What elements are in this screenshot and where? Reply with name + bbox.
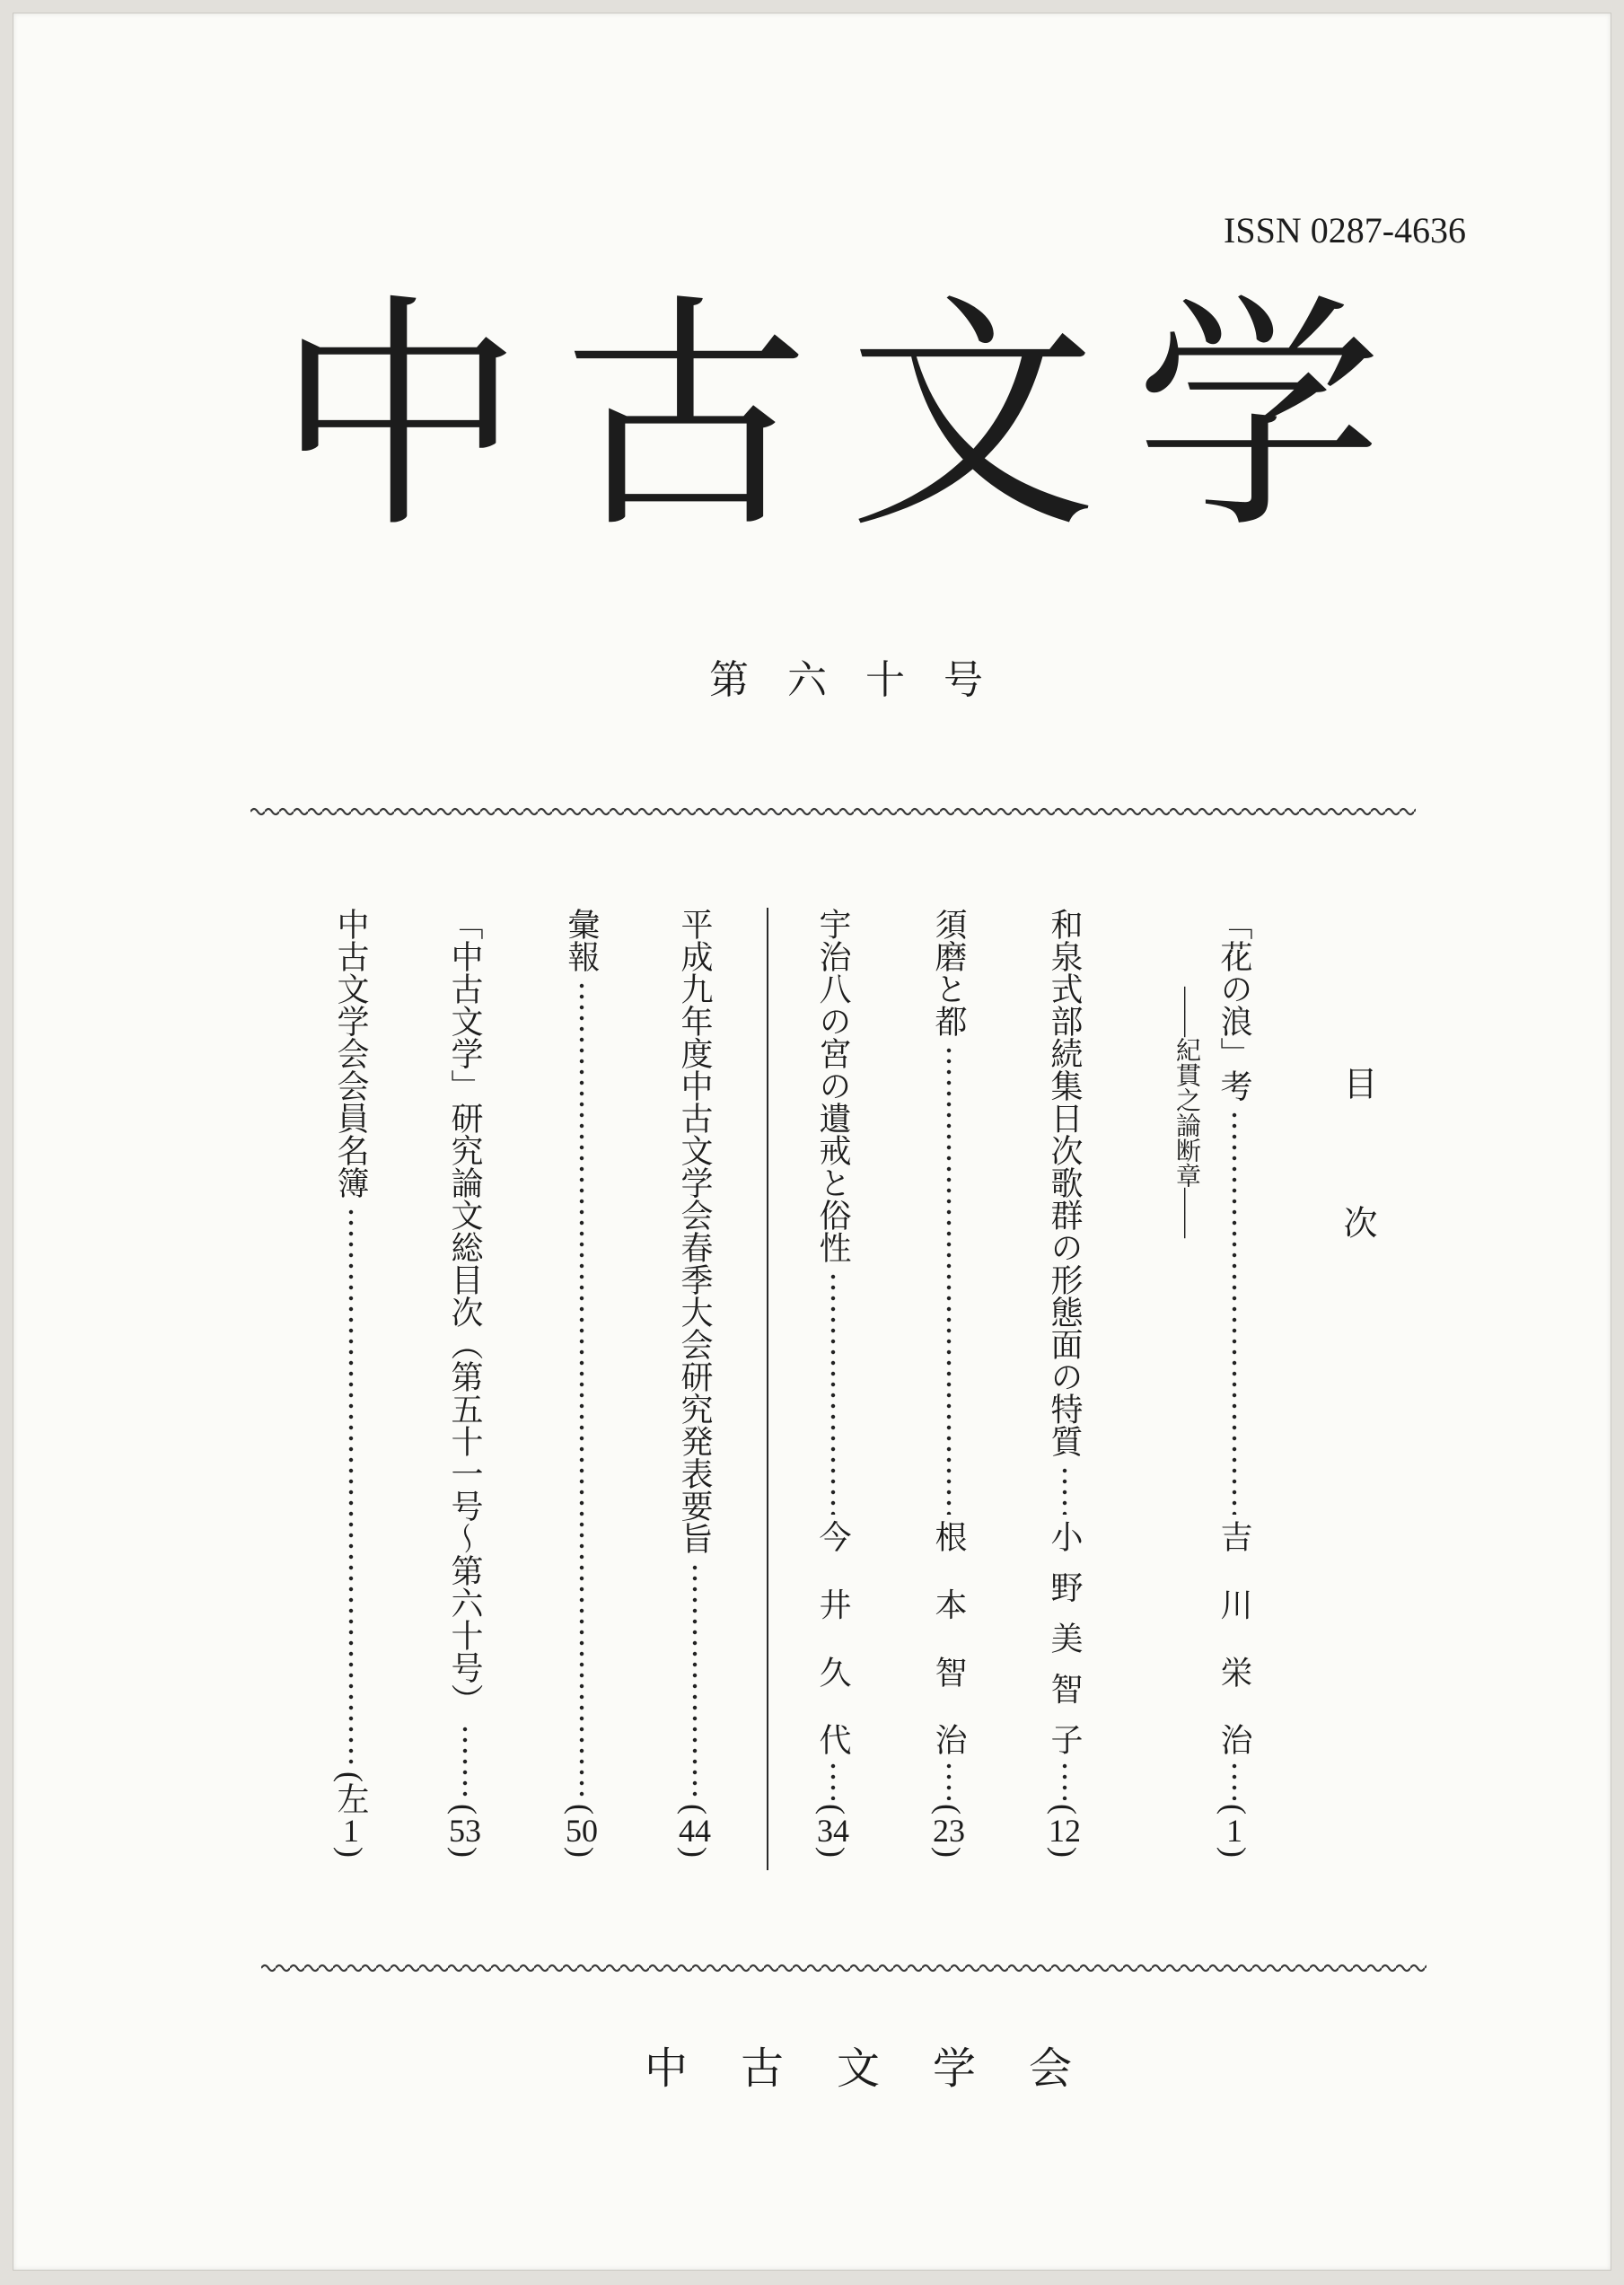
toc-entry-page bbox=[331, 1771, 371, 1858]
page-number: 23 bbox=[933, 1815, 965, 1847]
wavy-divider-top bbox=[250, 804, 1416, 820]
publisher-name: 中古文学会 bbox=[645, 2045, 1126, 2093]
toc-entry-page bbox=[445, 1804, 485, 1858]
toc-entry-title: 須磨と都 bbox=[931, 908, 967, 1037]
page-bracket-close: ) bbox=[931, 1847, 967, 1858]
page-bracket-open: ( bbox=[564, 1804, 600, 1815]
page-number: 53 bbox=[449, 1815, 481, 1847]
toc-column-divider bbox=[767, 908, 768, 1870]
page-bracket-open: ( bbox=[815, 1804, 851, 1815]
toc-entry-page bbox=[562, 1804, 601, 1858]
toc-entry bbox=[562, 908, 601, 1858]
dot-leader bbox=[1045, 1465, 1084, 1515]
toc-entry-author: 吉川栄治 bbox=[1216, 1520, 1252, 1755]
dot-leader bbox=[675, 1562, 715, 1798]
toc-entry bbox=[1045, 908, 1084, 1858]
page-bracket-open: ( bbox=[1047, 1804, 1083, 1815]
dot-leader bbox=[331, 1207, 371, 1766]
toc-entry bbox=[675, 908, 715, 1858]
toc-entry-author: 小野美智子 bbox=[1047, 1520, 1083, 1755]
toc-entry-title: 宇治八の宮の遺戒と俗性 bbox=[815, 908, 851, 1263]
dot-leader bbox=[445, 1724, 485, 1798]
page-bracket-close: ) bbox=[1047, 1847, 1083, 1858]
toc-entry-title: 「花の浪」考 bbox=[1216, 908, 1252, 1102]
dot-leader bbox=[1215, 1761, 1254, 1800]
dot-leader bbox=[1215, 1110, 1254, 1515]
toc-entry-title: 和泉式部続集日次歌群の形態面の特質 bbox=[1047, 908, 1083, 1457]
page-number: 44 bbox=[679, 1815, 711, 1847]
toc-entry-page bbox=[929, 1804, 969, 1858]
page-bracket-close: ) bbox=[333, 1847, 369, 1858]
toc-entry-subtitle: ――紀貫之論断章―― bbox=[1172, 987, 1200, 1238]
dot-leader bbox=[929, 1761, 969, 1800]
page-bracket-close: ) bbox=[564, 1847, 600, 1858]
page-bracket-open: ( bbox=[447, 1804, 483, 1815]
toc-entry-page bbox=[813, 1804, 853, 1858]
page-prefix: 左 bbox=[333, 1782, 369, 1815]
page-number: 1 bbox=[1226, 1815, 1242, 1847]
page-bracket-open: ( bbox=[677, 1804, 713, 1815]
dot-leader bbox=[813, 1761, 853, 1800]
toc-entry-page bbox=[1215, 1804, 1254, 1858]
page-bracket-close: ) bbox=[447, 1847, 483, 1858]
toc-entry-page bbox=[1045, 1804, 1084, 1858]
toc-entry-author: 根本智治 bbox=[931, 1520, 967, 1755]
toc-entry bbox=[1215, 908, 1254, 1858]
page-bracket-open: ( bbox=[1216, 1804, 1252, 1815]
dot-leader bbox=[929, 1045, 969, 1515]
dot-leader bbox=[562, 980, 601, 1798]
toc-heading: 目次 bbox=[1338, 1066, 1375, 1344]
dot-leader bbox=[813, 1271, 853, 1515]
issue-number: 第六十号 bbox=[709, 658, 1022, 702]
page-bracket-open: ( bbox=[931, 1804, 967, 1815]
dot-leader bbox=[1045, 1761, 1084, 1800]
toc-entry-author: 今井久代 bbox=[815, 1520, 851, 1755]
toc-entry bbox=[929, 908, 969, 1858]
toc-entry bbox=[813, 908, 853, 1858]
page-number: 1 bbox=[343, 1815, 359, 1847]
journal-title: 中古文学 bbox=[276, 282, 1421, 557]
page-bracket-close: ) bbox=[815, 1847, 851, 1858]
issn-label: ISSN 0287-4636 bbox=[1224, 210, 1467, 250]
page-number: 50 bbox=[566, 1815, 598, 1847]
toc-entry-title: 平成九年度中古文学会春季大会研究発表要旨 bbox=[677, 908, 713, 1554]
page-number: 12 bbox=[1049, 1815, 1081, 1847]
toc-entry-page bbox=[675, 1804, 715, 1858]
toc-entry-title: 中古文学会会員名簿 bbox=[333, 908, 369, 1199]
toc-entry bbox=[445, 908, 485, 1858]
journal-cover bbox=[13, 13, 1611, 2271]
page-bracket-close: ) bbox=[1216, 1847, 1252, 1858]
page-bracket-close: ) bbox=[677, 1847, 713, 1858]
toc-entry bbox=[331, 908, 371, 1858]
page-bracket-open: ( bbox=[333, 1771, 369, 1782]
toc-entry-title: 「中古文学」研究論文総目次（第五十一号〜第六十号） bbox=[447, 908, 483, 1716]
page-number: 34 bbox=[817, 1815, 849, 1847]
toc-entry-title: 彙報 bbox=[564, 908, 600, 972]
wavy-divider-bottom bbox=[261, 1960, 1426, 1976]
